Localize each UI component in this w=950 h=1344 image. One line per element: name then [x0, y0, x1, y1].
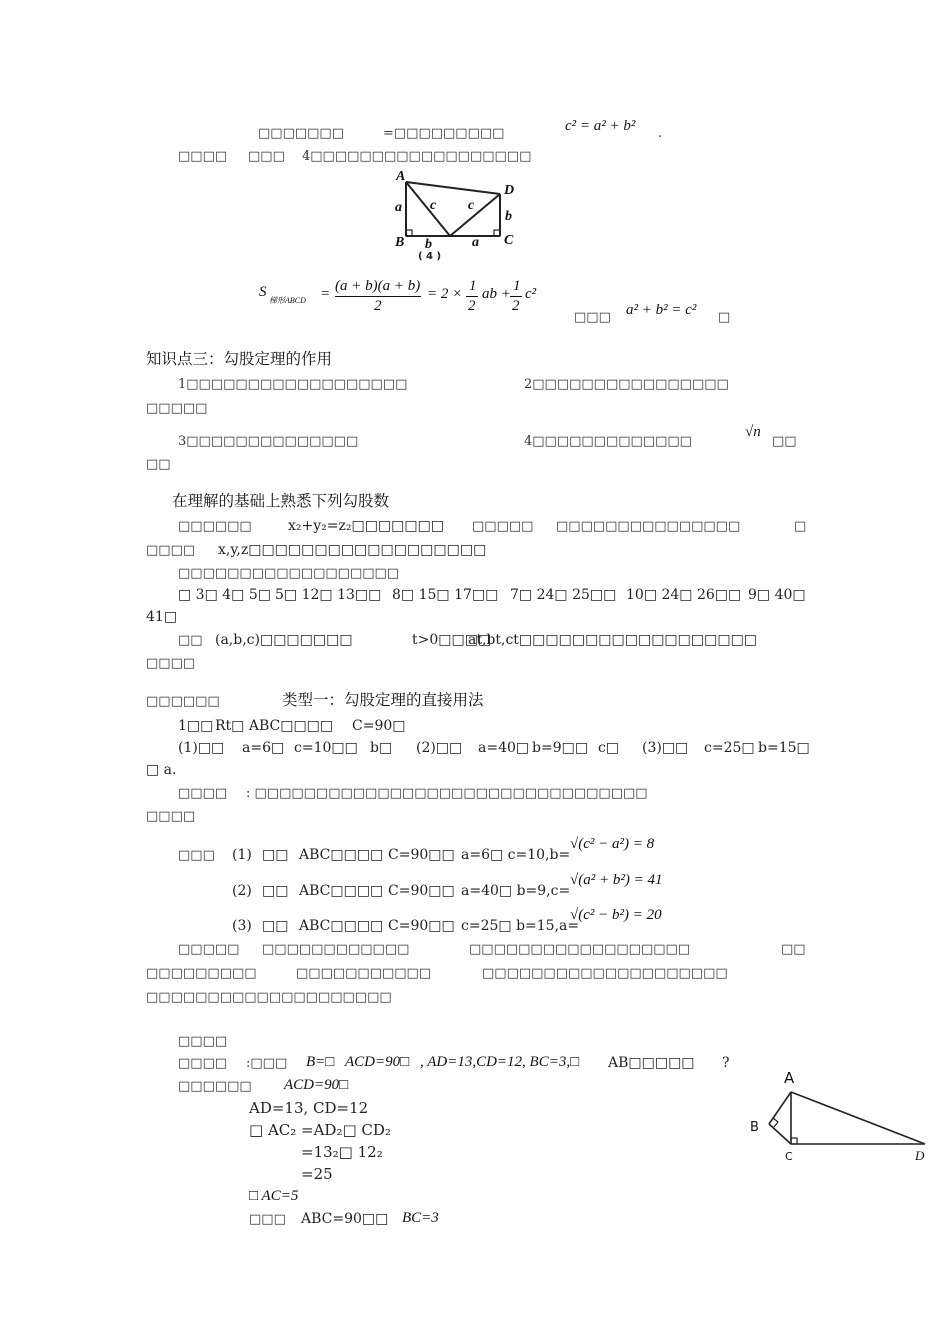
- summary-1b: □□□□□□□□□□□□: [262, 942, 410, 957]
- example-fig-label-C: C: [785, 1150, 793, 1163]
- triples-l5-cont: □□□□: [146, 656, 196, 671]
- q1-c: C=90□: [352, 718, 406, 734]
- fig4-label-a-left: a: [395, 200, 402, 215]
- area-numerator: (a + b)(a + b): [335, 278, 421, 294]
- half2-den: 2: [512, 298, 520, 314]
- conclusion-pre: □□□: [574, 310, 611, 325]
- q-part-4: b□: [370, 740, 393, 756]
- q-part-11: b=15□: [758, 740, 810, 756]
- example-q-e: , AD=13,CD=12, BC=3,□: [420, 1054, 580, 1070]
- triples-l1e: □: [794, 519, 807, 534]
- example-s-a: □□□□□□: [178, 1079, 252, 1094]
- summary-1c: □□□□□□□□□□□□□□□□□□: [469, 942, 691, 957]
- kp3-item4-cont: □□: [146, 457, 171, 472]
- example-q-g: ?: [722, 1055, 730, 1071]
- triples-l1d: □□□□□□□□□□□□□□□: [556, 519, 741, 534]
- fraction-bar-1: [335, 296, 421, 297]
- type1-label: □□□□□□: [146, 694, 220, 709]
- q-part-2: a=6□: [242, 740, 285, 756]
- area-denominator: 2: [374, 298, 382, 314]
- kp3-item2-cont: □□□□□: [146, 401, 208, 416]
- q1-a: 1□□: [178, 718, 214, 734]
- triples-l4-tail: 41□: [146, 609, 178, 625]
- triple-6: 9□ 40□: [748, 587, 806, 603]
- kp3-item4-tail: □□: [772, 434, 797, 449]
- example-label: □□□□: [178, 1034, 228, 1049]
- fig4-label-c-left: c: [430, 198, 437, 213]
- sol1-d: C=90□□: [388, 847, 455, 863]
- example-q-b: :□□□: [246, 1056, 288, 1071]
- intro-text-2c: 4□□□□□□□□□□□□□□□□□□: [302, 149, 532, 164]
- triple-2: 5□ 12□ 13□□: [275, 587, 382, 603]
- conclusion-formula: a² + b² = c²: [626, 302, 697, 318]
- pythagoras-formula: c² = a² + b²: [565, 118, 636, 134]
- intro-text-2a: □□□□: [178, 149, 228, 164]
- sol2-formula: √(a² + b²) = 41: [570, 872, 663, 888]
- example-q-d: ACD=90□: [345, 1054, 410, 1070]
- sol3-b: □□: [262, 918, 289, 934]
- example-s7-c: BC=3: [402, 1210, 439, 1226]
- kp3-item4: 4□□□□□□□□□□□□□: [524, 434, 692, 449]
- summary-2c: □□□□□□□□□□□□□□□□□□□□: [482, 966, 728, 981]
- triples-l3: □□□□□□□□□□□□□□□□□□: [178, 566, 400, 581]
- area-symbol: S: [259, 284, 267, 300]
- example-q-a: □□□□: [178, 1056, 228, 1071]
- example-q-f: AB□□□□□: [608, 1055, 695, 1071]
- summary-1a: □□□□□: [178, 942, 240, 957]
- sol3-d: C=90□□: [388, 918, 455, 934]
- q1-b: Rt□ ABC□□□□: [215, 718, 334, 734]
- q-part-1: (1)□□: [178, 740, 225, 756]
- area-rhs: = 2 ×: [427, 286, 463, 302]
- sol3-c: ABC□□□□: [299, 918, 384, 934]
- example-fig-label-A: A: [784, 1069, 795, 1087]
- intro-text-1a: □□□□□□□: [258, 126, 344, 141]
- fig4-caption: ( 4 ): [418, 251, 442, 262]
- sol2-num: (2): [232, 883, 252, 899]
- triples-l5a: □□: [178, 633, 203, 648]
- half2-num: 1: [513, 278, 521, 294]
- sol2-b: □□: [262, 883, 289, 899]
- area-c2: c²: [525, 286, 537, 302]
- q-part-6: a=40□: [478, 740, 530, 756]
- sol1-c: ABC□□□□: [299, 847, 384, 863]
- sol-label: □□□: [178, 848, 215, 863]
- example-s-b: ACD=90□: [284, 1077, 349, 1093]
- q-cont: □ a.: [146, 762, 177, 778]
- fig4-label-b-bottom: b: [425, 237, 432, 252]
- triple-1: □ 3□ 4□ 5□: [178, 587, 271, 603]
- triples-l5b: (a,b,c)□□□□□□□: [215, 632, 353, 648]
- sol1-num: (1): [232, 847, 252, 863]
- summary-2b: □□□□□□□□□□□: [296, 966, 432, 981]
- think-a: □□□□: [178, 786, 228, 801]
- sqrt-n: √n: [745, 424, 761, 440]
- kp3-item2: 2□□□□□□□□□□□□□□□□: [524, 377, 729, 392]
- example-s5: =25: [301, 1165, 333, 1183]
- example-q-c: B=□: [306, 1054, 335, 1070]
- triple-3: 8□ 15□ 17□□: [392, 587, 499, 603]
- think-cont: □□□□: [146, 809, 196, 824]
- sol2-d: C=90□□: [388, 883, 455, 899]
- example-triangle-figure: [745, 1066, 935, 1166]
- example-fig-label-D: D: [915, 1148, 925, 1163]
- fraction-bar-3: [510, 296, 522, 297]
- example-s2: AD=13, CD=12: [249, 1099, 369, 1117]
- summary-1d: □□: [781, 942, 806, 957]
- q-part-9: (3)□□: [642, 740, 689, 756]
- area-ab: ab +: [482, 286, 511, 302]
- half1-den: 2: [468, 298, 476, 314]
- fig4-label-D: D: [504, 183, 515, 198]
- fig4-label-b-right: b: [505, 209, 512, 224]
- example-s6: □ AC=5: [249, 1188, 299, 1204]
- type1-heading: 类型一：勾股定理的直接用法: [282, 691, 484, 709]
- intro-dot: .: [658, 126, 663, 141]
- kp3-item3: 3□□□□□□□□□□□□□□: [178, 434, 359, 449]
- triples-heading: 在理解的基础上熟悉下列勾股数: [172, 492, 390, 510]
- area-eq: =: [320, 286, 331, 302]
- sol1-formula: √(c² − a²) = 8: [570, 836, 655, 852]
- triple-4: 7□ 24□ 25□□: [510, 587, 617, 603]
- example-s7-b: ABC=90□□: [301, 1211, 389, 1227]
- intro-text-1b: =□□□□□□□□□: [383, 126, 505, 141]
- triples-l1c: □□□□□: [472, 519, 534, 534]
- fig4-label-C: C: [504, 233, 514, 248]
- fig4-label-c-right: c: [468, 198, 475, 213]
- q-part-7: b=9□□: [532, 740, 589, 756]
- summary-2a: □□□□□□□□□: [146, 966, 257, 981]
- conclusion-post: □: [718, 310, 731, 325]
- sol3-e: c=25□ b=15,a=: [461, 918, 580, 934]
- half1-num: 1: [469, 278, 477, 294]
- sol1-e: a=6□ c=10,b=: [461, 847, 571, 863]
- q-part-10: c=25□: [704, 740, 755, 756]
- example-s4: =13₂□ 12₂: [301, 1143, 383, 1161]
- sol3-num: (3): [232, 918, 252, 934]
- summary-3: □□□□□□□□□□□□□□□□□□□□: [146, 990, 392, 1005]
- example-s7-a: □□□: [249, 1212, 286, 1227]
- q-part-3: c=10□□: [294, 740, 358, 756]
- sol1-b: □□: [262, 847, 289, 863]
- fig4-label-A: A: [396, 169, 406, 184]
- kp3-item1: 1□□□□□□□□□□□□□□□□□□: [178, 377, 408, 392]
- trapezoid-figure: [390, 166, 550, 266]
- fraction-bar-2: [466, 296, 478, 297]
- triples-l2a: □□□□: [146, 543, 196, 558]
- q-part-8: c□: [598, 740, 620, 756]
- example-fig-label-B: B: [750, 1120, 759, 1135]
- triples-l5c: t>0□□□□: [412, 632, 492, 648]
- triples-l2b: x,y,z□□□□□□□□□□□□□□□□□□: [218, 542, 487, 558]
- intro-text-2b: □□□: [248, 149, 285, 164]
- triple-5: 10□ 24□ 26□□: [626, 587, 742, 603]
- think-b: : □□□□□□□□□□□□□□□□□□□□□□□□□□□□□□□□: [246, 786, 648, 801]
- sol2-c: ABC□□□□: [299, 883, 384, 899]
- fig4-label-a-bottom: a: [472, 235, 479, 250]
- sol3-formula: √(c² − b²) = 20: [570, 907, 662, 923]
- sol2-e: a=40□ b=9,c=: [461, 883, 571, 899]
- triples-l1a: □□□□□□: [178, 519, 252, 534]
- area-subscript: 梯形ABCD: [269, 296, 306, 305]
- fig4-label-B: B: [395, 235, 405, 250]
- example-s3: □ AC₂ =AD₂□ CD₂: [249, 1121, 391, 1139]
- triples-l1b: x₂+y₂=z₂□□□□□□□: [288, 518, 445, 534]
- triples-l5d: at,bt,ct□□□□□□□□□□□□□□□□□□: [468, 632, 758, 648]
- kp3-heading: 知识点三：勾股定理的作用: [146, 350, 333, 368]
- q-part-5: (2)□□: [416, 740, 463, 756]
